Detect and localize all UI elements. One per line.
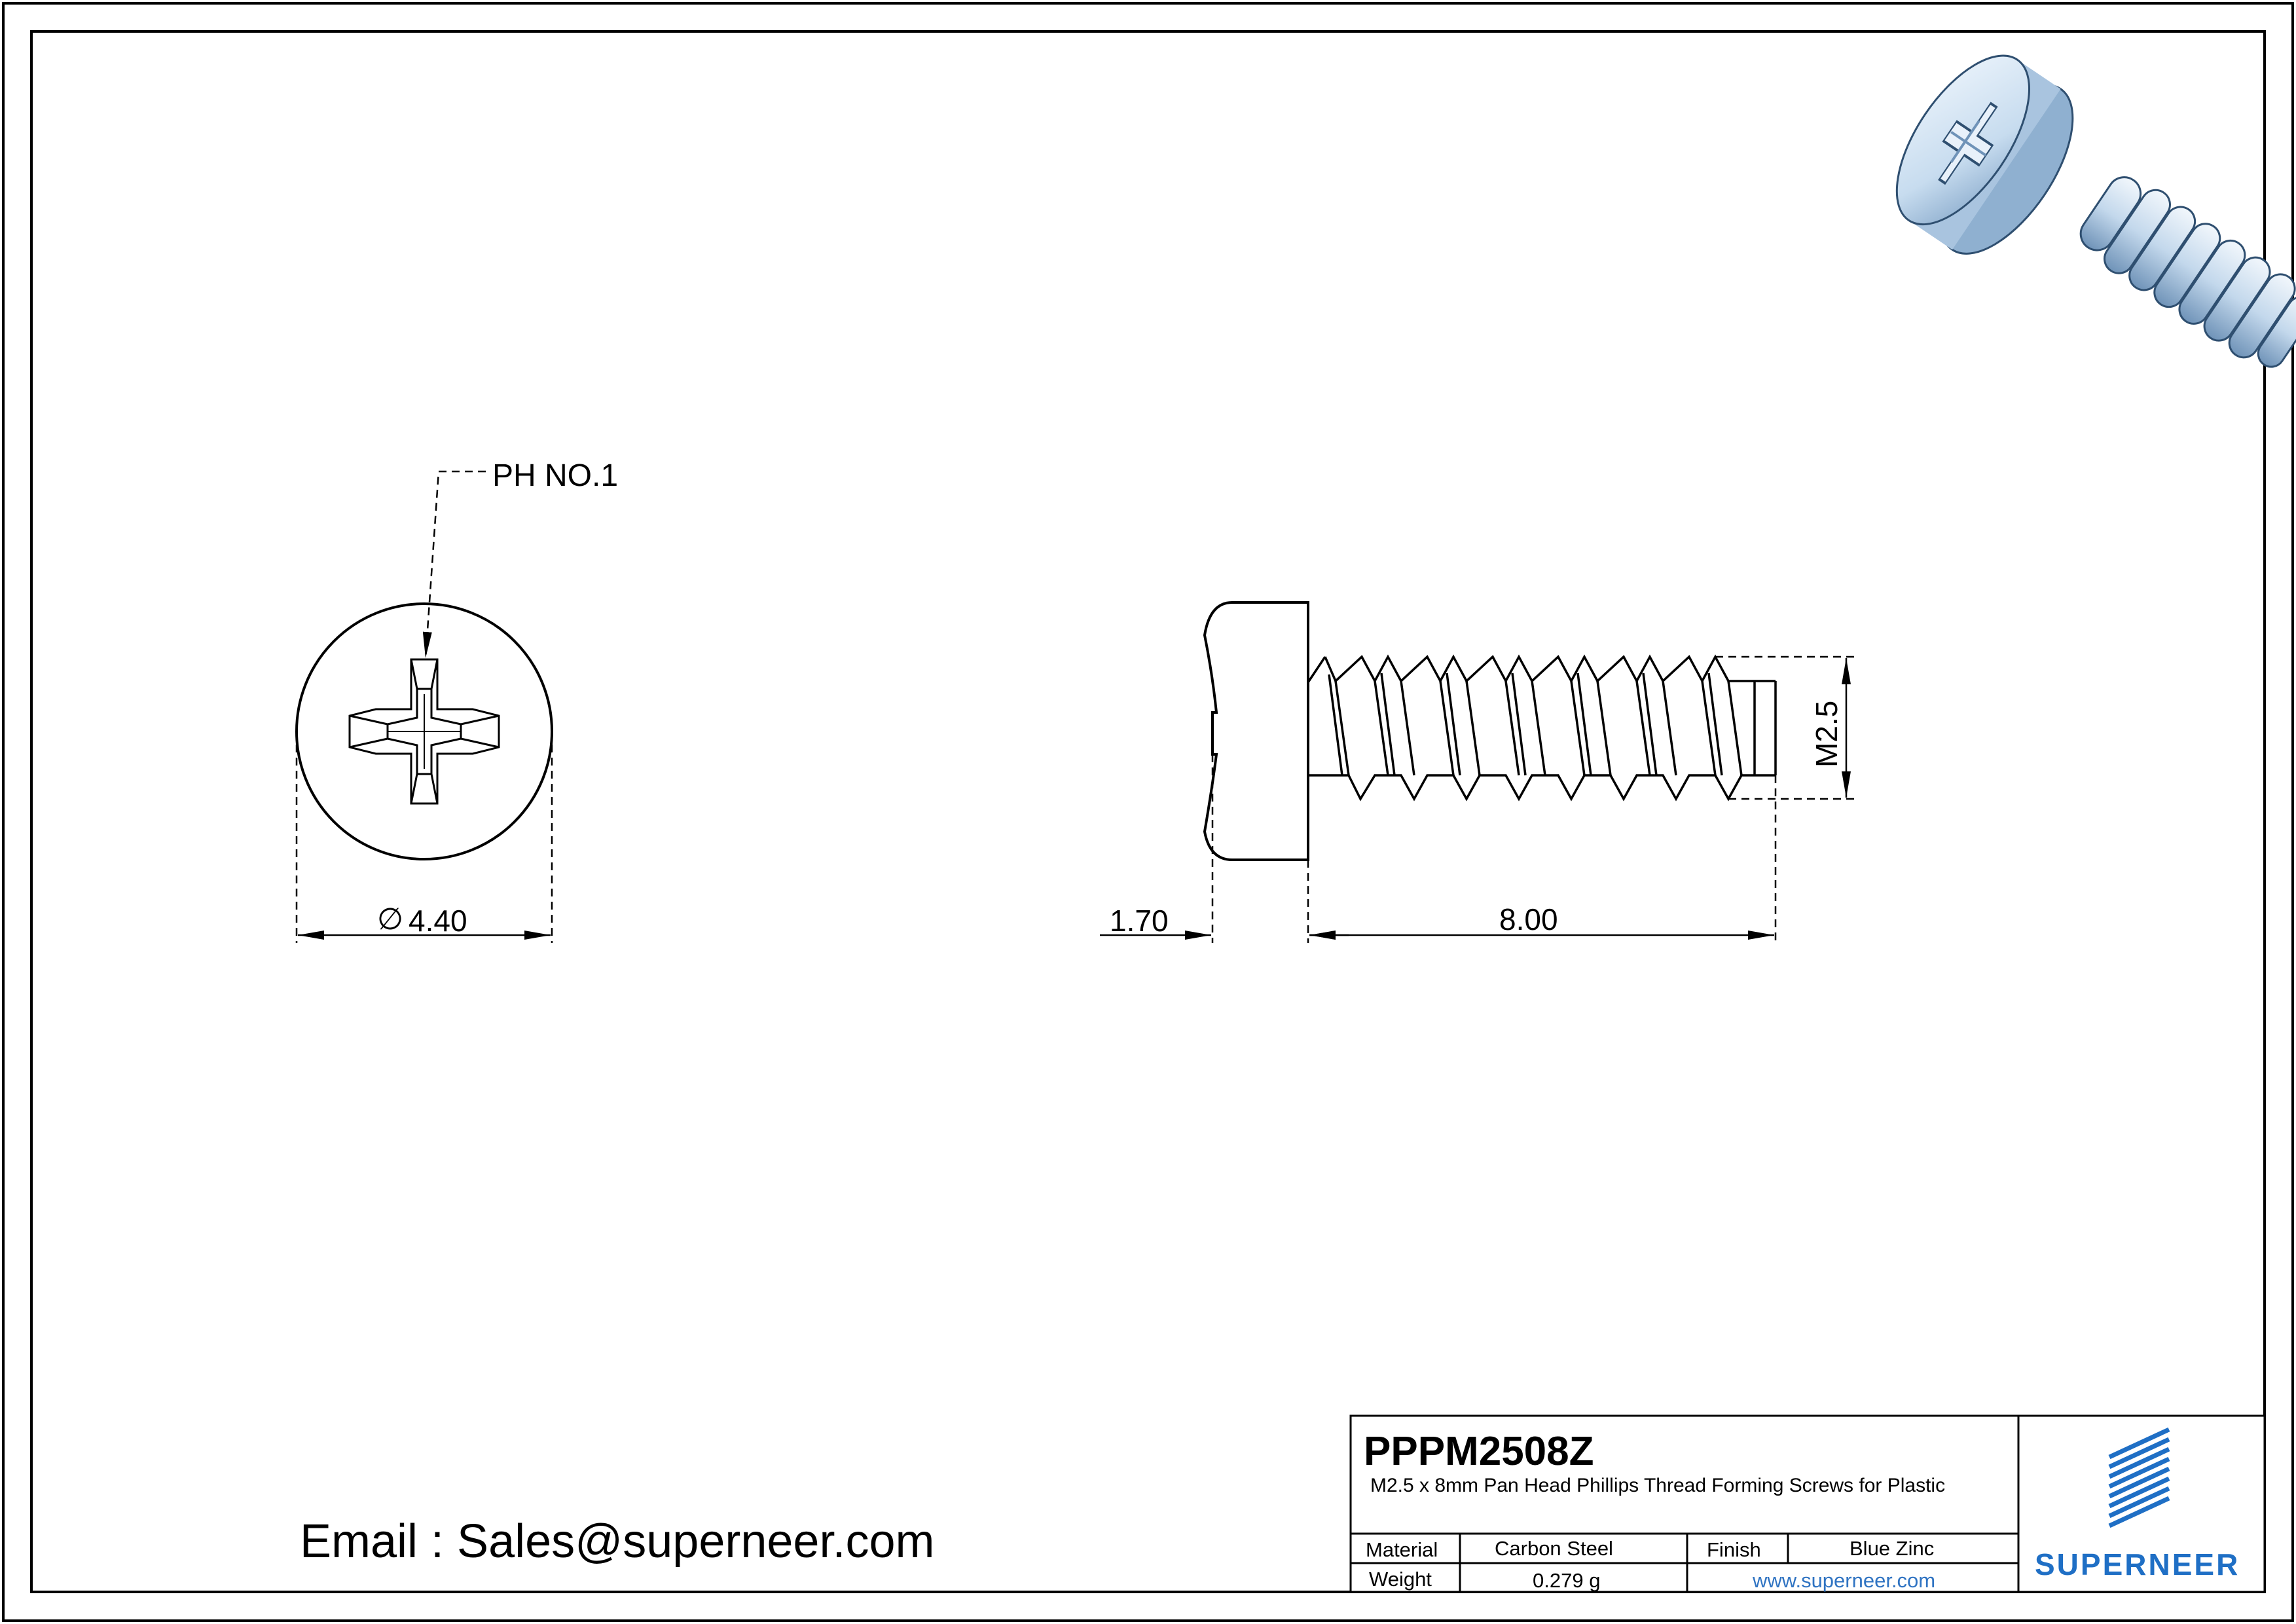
diameter-symbol: ∅	[377, 902, 404, 936]
brand-name: SUPERNEER	[2035, 1547, 2240, 1581]
recess-callout-label: PH NO.1	[492, 458, 619, 493]
screw-3d-render-icon	[1871, 34, 2296, 378]
thread-size-value: M2.5	[1810, 700, 1844, 767]
part-number: PPPM2508Z	[1364, 1429, 1594, 1474]
website-link[interactable]: www.superneer.com	[1753, 1569, 1936, 1592]
material-value: Carbon Steel	[1495, 1537, 1613, 1560]
part-description: M2.5 x 8mm Pan Head Phillips Thread Forming Screws for Plastic	[1370, 1475, 1946, 1496]
finish-label: Finish	[1707, 1538, 1761, 1561]
screw-side-view	[1100, 602, 1858, 943]
pan-head-outline	[1205, 602, 1308, 860]
head-diameter-value: 4.40	[409, 904, 467, 938]
title-block	[1351, 1416, 2265, 1592]
thread-size-dimension	[1715, 657, 1858, 799]
weight-label: Weight	[1369, 1568, 1432, 1591]
head-height-dimension	[1100, 754, 1349, 943]
material-label: Material	[1366, 1538, 1438, 1561]
recess-callout-leader	[426, 471, 486, 658]
head-top-view	[297, 458, 618, 943]
thread-body	[1308, 657, 1776, 799]
length-dimension	[1309, 775, 1776, 943]
phillips-recess-icon	[350, 659, 499, 803]
weight-value: 0.279 g	[1533, 1569, 1601, 1592]
length-value: 8.00	[1499, 902, 1558, 936]
finish-value: Blue Zinc	[1850, 1537, 1935, 1560]
contact-email[interactable]: Email : Sales@superneer.com	[300, 1515, 935, 1568]
head-height-value: 1.70	[1110, 904, 1169, 938]
